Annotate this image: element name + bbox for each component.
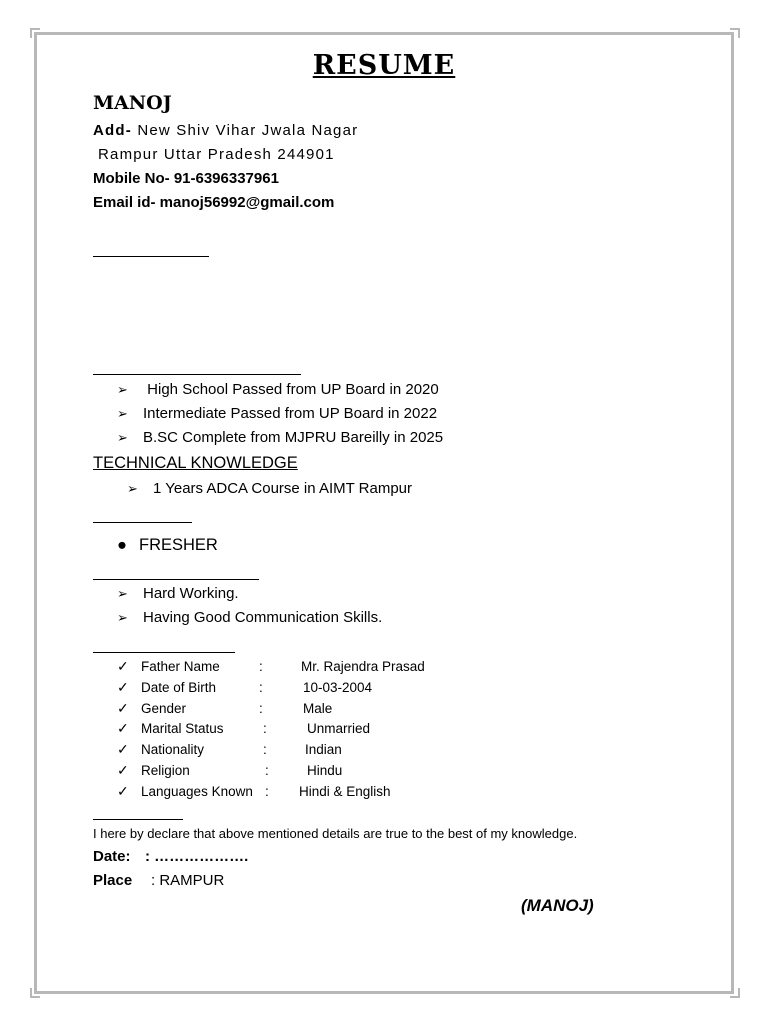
- detail-label: Nationality: [141, 742, 205, 757]
- arrow-bullet-icon: ➢: [117, 406, 128, 421]
- checkmark-icon: ✓: [117, 700, 129, 716]
- personal-detail-row: [117, 783, 391, 800]
- signature-name: (MANOJ): [521, 896, 594, 915]
- address-line-2: Rampur Uttar Pradesh 244901: [98, 146, 335, 163]
- date-value: : ……………….: [145, 848, 249, 865]
- list-item: [117, 609, 382, 626]
- arrow-bullet-icon: ➢: [117, 586, 128, 601]
- place-value: : RAMPUR: [151, 872, 225, 889]
- personal-detail-row: [117, 741, 342, 758]
- technical-item: 1 Years ADCA Course in AIMT Rampur: [153, 480, 413, 497]
- personal-detail-row: [117, 700, 332, 717]
- detail-label: Father Name: [141, 659, 220, 674]
- detail-separator: :: [259, 659, 263, 674]
- address-line-1: [93, 122, 358, 139]
- detail-value: Male: [303, 701, 333, 716]
- checkmark-icon: ✓: [117, 762, 129, 778]
- detail-value: Hindu: [307, 763, 343, 778]
- detail-label: Date of Birth: [141, 680, 217, 695]
- email-address: Email id- manoj56992@gmail.com: [93, 194, 335, 211]
- place-row: [93, 872, 224, 889]
- detail-separator: :: [263, 721, 267, 736]
- corner-mark: [30, 28, 40, 38]
- arrow-bullet-icon: ➢: [117, 610, 128, 625]
- strength-item: Hard Working.: [143, 585, 239, 602]
- section-underline-declaration: [93, 819, 183, 820]
- personal-detail-row: [117, 762, 342, 779]
- education-item: High School Passed from UP Board in 2020: [147, 381, 439, 398]
- education-item: Intermediate Passed from UP Board in 2022: [143, 405, 438, 422]
- list-item: [117, 585, 239, 602]
- checkmark-icon: ✓: [117, 658, 129, 674]
- detail-value: Hindi & English: [299, 784, 391, 799]
- arrow-bullet-icon: ➢: [117, 382, 128, 397]
- list-item: [117, 429, 443, 446]
- mobile-number: Mobile No- 91-6396337961: [93, 170, 279, 187]
- experience-item: FRESHER: [139, 536, 218, 554]
- list-item: [117, 381, 439, 398]
- detail-separator: :: [265, 784, 269, 799]
- date-label: Date:: [93, 848, 131, 865]
- place-label: Place: [93, 872, 133, 889]
- date-row: [93, 848, 248, 865]
- detail-label: Gender: [141, 701, 187, 716]
- detail-value: Unmarried: [307, 721, 371, 736]
- technical-knowledge-heading: TECHNICAL KNOWLEDGE: [93, 454, 298, 472]
- detail-separator: :: [259, 680, 263, 695]
- personal-detail-row: [117, 720, 370, 737]
- detail-label: Languages Known: [141, 784, 253, 799]
- arrow-bullet-icon: ➢: [127, 481, 138, 496]
- section-underline-objective: [93, 256, 209, 257]
- list-item: [127, 480, 412, 497]
- list-item: [117, 536, 218, 555]
- resume-title: RESUME: [312, 50, 456, 81]
- detail-value: 10-03-2004: [303, 680, 373, 695]
- corner-mark: [730, 988, 740, 998]
- strength-item: Having Good Communication Skills.: [143, 609, 383, 626]
- detail-separator: :: [259, 701, 263, 716]
- detail-label: Marital Status: [141, 721, 224, 736]
- arrow-bullet-icon: ➢: [117, 430, 128, 445]
- detail-label: Religion: [141, 763, 190, 778]
- detail-separator: :: [263, 742, 267, 757]
- declaration-text: I here by declare that above mentioned details are true to the best of my knowledge.: [93, 826, 578, 841]
- personal-detail-row: [117, 679, 372, 696]
- corner-mark: [730, 28, 740, 38]
- section-underline-strengths: [93, 579, 259, 580]
- checkmark-icon: ✓: [117, 741, 129, 757]
- corner-mark: [30, 988, 40, 998]
- detail-separator: :: [265, 763, 269, 778]
- checkmark-icon: ✓: [117, 679, 129, 695]
- personal-detail-row: [117, 658, 425, 675]
- address-text: New Shiv Vihar Jwala Nagar: [131, 122, 359, 139]
- section-underline-education: [93, 374, 301, 375]
- bullet-dot-icon: ●: [117, 536, 127, 554]
- section-underline-personal: [93, 652, 235, 653]
- section-underline-experience: [93, 522, 192, 523]
- candidate-name: MANOJ: [93, 92, 172, 114]
- detail-value: Mr. Rajendra Prasad: [301, 659, 425, 674]
- checkmark-icon: ✓: [117, 720, 129, 736]
- education-item: B.SC Complete from MJPRU Bareilly in 2025: [143, 429, 444, 446]
- detail-value: Indian: [305, 742, 342, 757]
- checkmark-icon: ✓: [117, 783, 129, 799]
- address-label: Add-: [93, 122, 132, 139]
- list-item: [117, 405, 437, 422]
